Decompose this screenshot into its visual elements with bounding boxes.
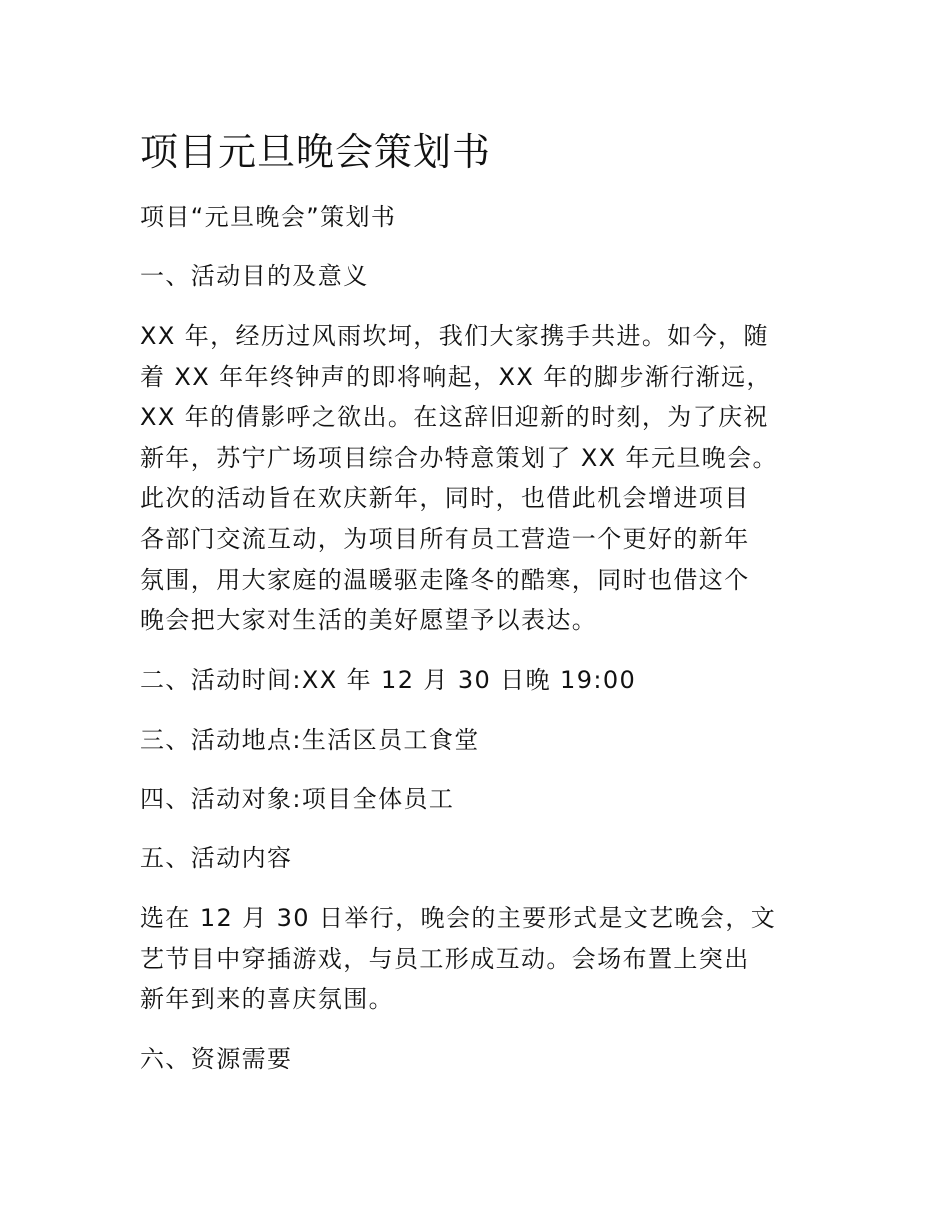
- purpose-line: 氛围，用大家庭的温暖驱走隆冬的酷寒，同时也借这个: [140, 565, 750, 594]
- purpose-line: XX 年的倩影呼之欲出。在这辞旧迎新的时刻，为了庆祝: [140, 403, 769, 432]
- location-line: 三、活动地点:生活区员工食堂: [140, 726, 480, 754]
- audience-line: 四、活动对象:项目全体员工: [140, 785, 455, 813]
- purpose-heading: 一、活动目的及意义: [140, 262, 369, 290]
- purpose-line: 新年，苏宁广场项目综合办特意策划了 XX 年元旦晚会。: [140, 443, 778, 472]
- purpose-line: 此次的活动旨在欢庆新年，同时，也借此机会增进项目: [140, 484, 750, 513]
- content-line: 艺节目中穿插游戏，与员工形成互动。会场布置上突出: [140, 944, 750, 973]
- document-subtitle: 项目“元旦晚会”策划书: [140, 203, 397, 231]
- purpose-line: 各部门交流互动，为项目所有员工营造一个更好的新年: [140, 524, 750, 553]
- content-paragraph: [140, 898, 776, 1020]
- purpose-line: 晚会把大家对生活的美好愿望予以表达。: [140, 606, 598, 635]
- content-line: 选在 12 月 30 日举行，晚会的主要形式是文艺晚会，文: [140, 904, 777, 932]
- purpose-line: 着 XX 年年终钟声的即将响起，XX 年的脚步渐行渐远，: [140, 362, 772, 391]
- content-heading: 五、活动内容: [140, 844, 293, 872]
- document-title: 项目元旦晚会策划书: [140, 130, 492, 174]
- content-line: 新年到来的喜庆氛围。: [140, 985, 394, 1014]
- purpose-paragraph: [140, 316, 778, 641]
- time-line: 二、活动时间:XX 年 12 月 30 日晚 19:00: [140, 666, 637, 694]
- resources-heading: 六、资源需要: [140, 1045, 293, 1073]
- purpose-line: XX 年，经历过风雨坎坷，我们大家携手共进。如今，随: [140, 322, 769, 350]
